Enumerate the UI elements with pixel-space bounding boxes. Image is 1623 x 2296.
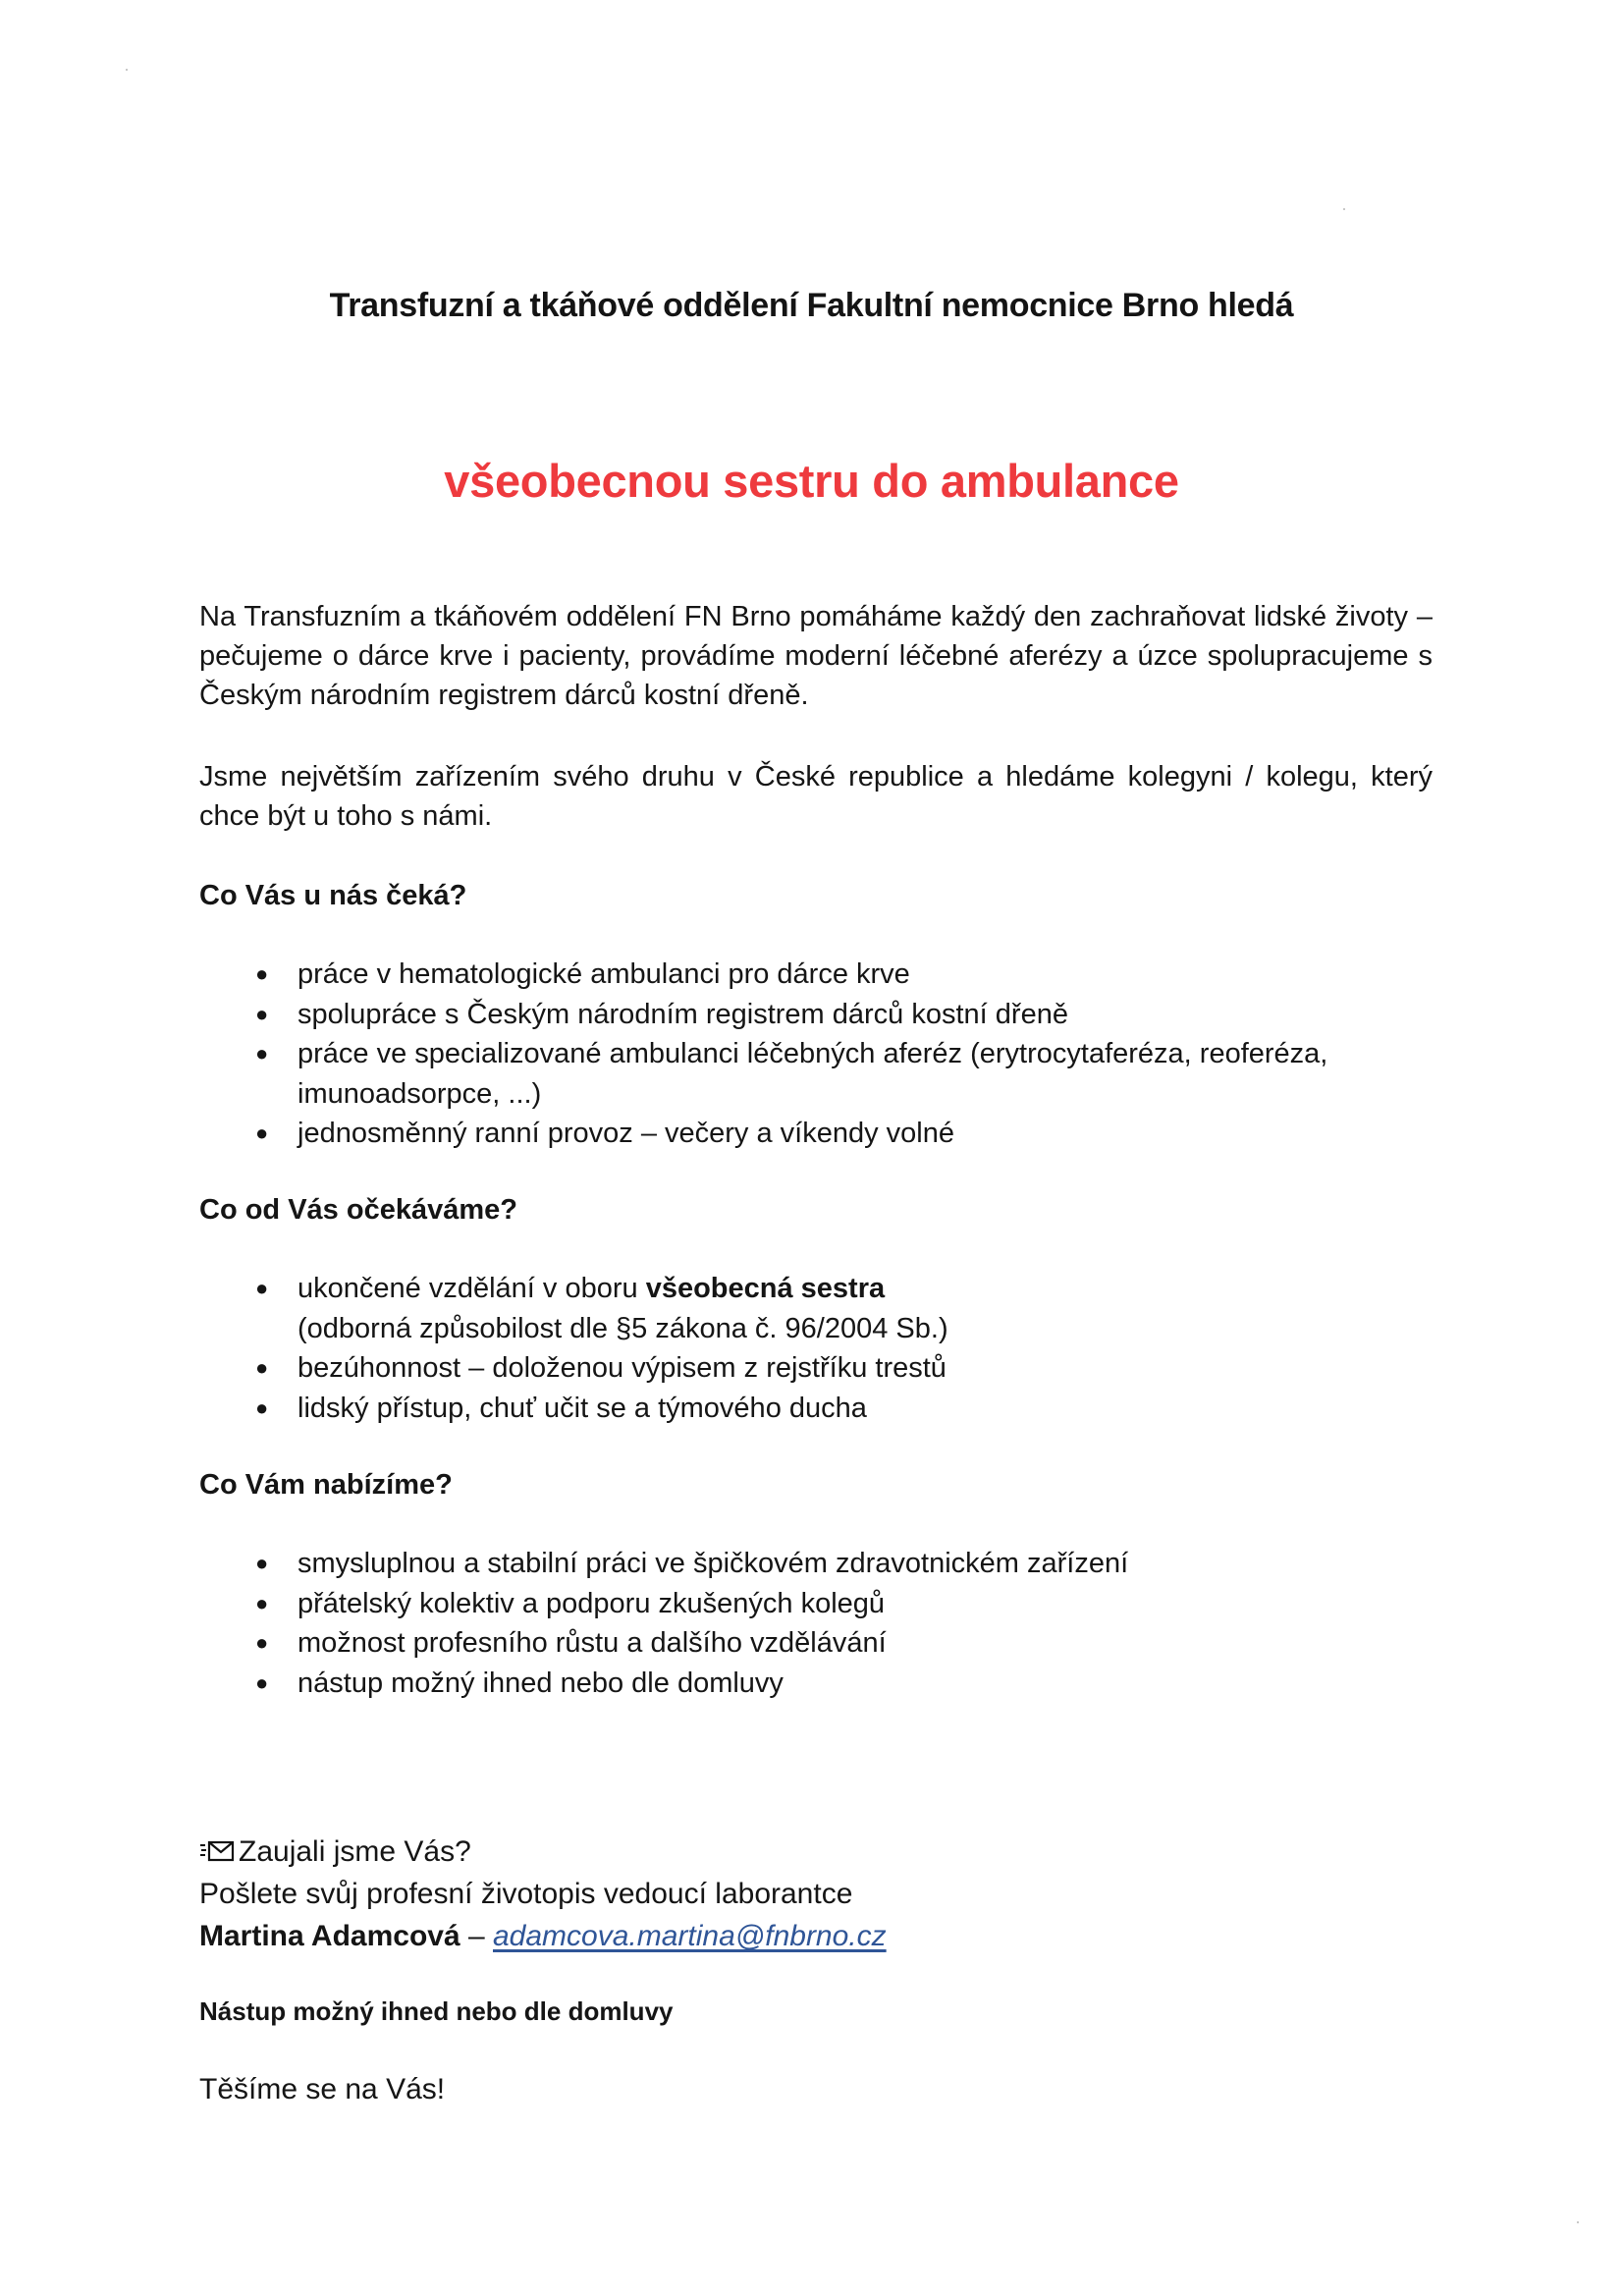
document-header-title: Transfuzní a tkáňové oddělení Fakultní nemocnice Brno hledá [329,287,1294,324]
bullet-icon: ● [255,1041,269,1066]
closing-text: Těšíme se na Vás! [199,2073,446,2105]
list-item: ● přátelský kolektiv a podporu zkušených kolegů [199,1584,1433,1624]
section-heading: Co Vám nabízíme? [199,1469,453,1501]
bullet-icon: ● [255,1551,269,1575]
bullet-icon: ● [255,1590,269,1615]
contact-line-1: Zaujali jsme Vás? [199,1831,1433,1873]
list-item: ● lidský přístup, chuť učit se a týmového ducha [199,1389,1433,1429]
bullet-icon: ● [255,1630,269,1655]
list-item: ● smysluplnou a stabilní práci ve špičkovém zdravotnickém zařízení [199,1544,1433,1584]
list-item: ● možnost profesního růstu a dalšího vzdělávání [199,1623,1433,1664]
start-note-section [199,1992,1433,2031]
section-what-we-expect [199,1190,1433,1230]
list-item: ● bezúhonnost – doloženou výpisem z rejstříku trestů [199,1348,1433,1389]
intro-section-2 [199,757,1433,836]
emphasized-qualification: všeobecná sestra [645,1273,886,1304]
section-what-awaits-list [199,955,1433,1154]
list-item: ● práce ve specializované ambulanci léčebných aferéz (erytrocytaferéza, reoferéza, imunoadsorpce, ...) [199,1034,1433,1114]
section-what-awaits [199,876,1433,915]
bullet-icon: ● [255,1669,269,1695]
list-item: ● ukončené vzdělání v oboru všeobecná sestra (odborná způsobilost dle §5 zákona č. 96/2004 Sb.) [199,1269,1433,1348]
bullet-icon: ● [255,1121,269,1145]
section-what-we-offer [199,1465,1433,1504]
intro-paragraph-1: Na Transfuzním a tkáňovém oddělení FN Brno pomáháme každý den zachraňovat lidské životy – pečujeme o dárce krve i pacienty, provádíme moderní léčebné aferézy a úzce spolupracujeme s Českým národním registrem dárců kostní dřeně. [199,601,1433,711]
contact-line-2: Pošlete svůj profesní životopis vedoucí laborantce [199,1878,853,1910]
bullet-icon: ● [255,1276,269,1300]
bullet-list [199,955,1433,1154]
section-heading: Co Vás u nás čeká? [199,880,467,911]
intro-paragraph-2: Jsme největším zařízením svého druhu v České republice a hledáme kolegyni / kolegu, který chce být u toho s námi. [199,761,1433,832]
scan-speck [126,69,128,71]
closing-section [199,2070,1433,2109]
list-item: ● spolupráce s Českým národním registrem dárců kostní dřeně [199,995,1433,1035]
list-item: ● práce v hematologické ambulanci pro dárce krve [199,955,1433,995]
job-position-headline: všeobecnou sestru do ambulance [444,455,1179,507]
contact-email-link[interactable]: adamcova.martina@fnbrno.cz [493,1920,887,1952]
start-note: Nástup možný ihned nebo dle domluvy [199,1996,674,2026]
scan-speck [1343,208,1345,210]
bullet-list [199,1544,1433,1703]
list-item: ● jednosměnný ranní provoz – večery a víkendy volné [199,1114,1433,1154]
scan-speck [1577,2221,1579,2223]
mail-send-icon [199,1832,235,1856]
section-heading: Co od Vás očekáváme? [199,1194,517,1226]
bullet-icon: ● [255,1355,269,1380]
contact-section [199,1831,1433,1957]
bullet-icon: ● [255,1394,269,1420]
section-what-we-expect-list [199,1269,1433,1428]
contact-line-3: Martina Adamcová – adamcova.martina@fnbrno.cz [199,1920,887,1952]
section-what-we-offer-list [199,1544,1433,1703]
intro-section [199,597,1433,715]
bullet-icon: ● [255,1001,269,1026]
contact-person-name: Martina Adamcová [199,1920,460,1952]
bullet-list [199,1269,1433,1428]
bullet-icon: ● [255,961,269,986]
list-item: ● nástup možný ihned nebo dle domluvy [199,1664,1433,1704]
